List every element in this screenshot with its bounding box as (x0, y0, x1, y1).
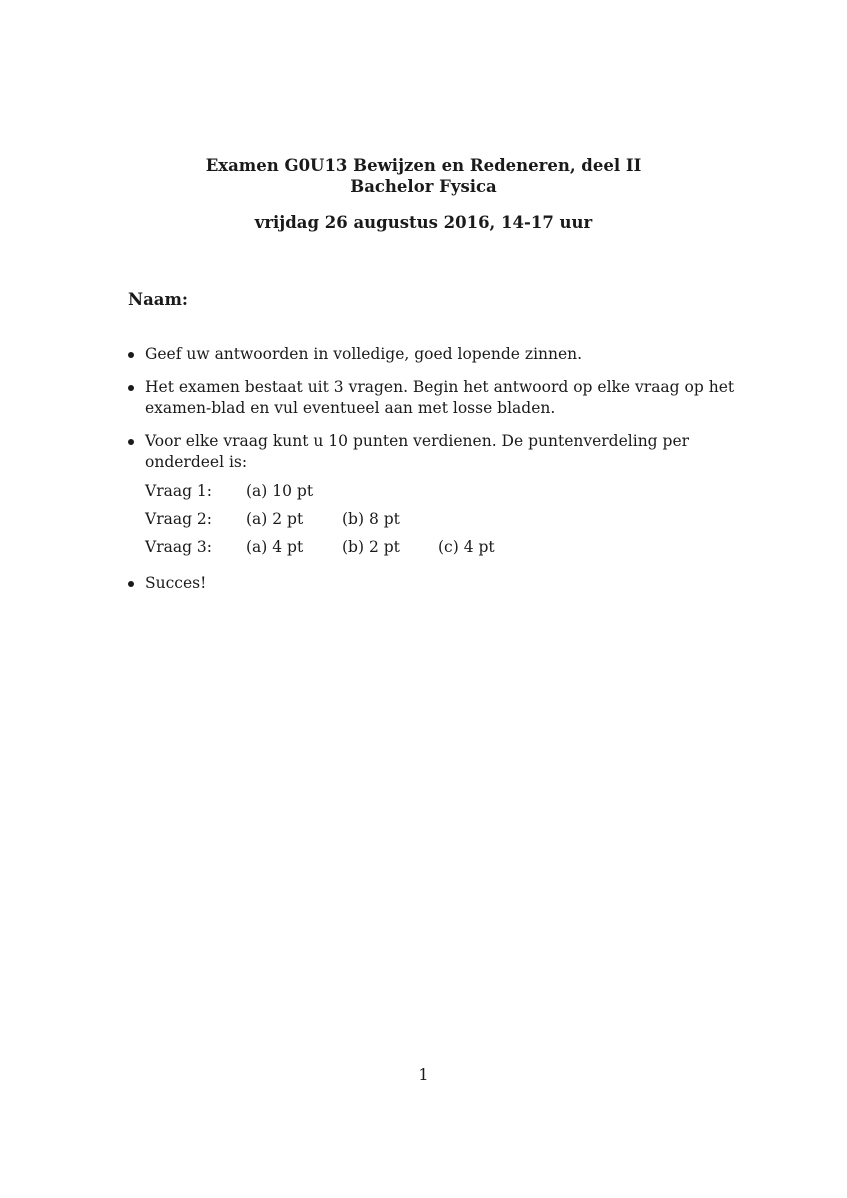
points-row (145, 533, 768, 561)
list-item (128, 344, 768, 365)
page-number: 1 (418, 1065, 429, 1084)
instruction-text: Voor elke vraag kunt u 10 punten verdienen. De puntenverdeling per onderdeel is: (145, 432, 690, 471)
list-item (128, 573, 768, 594)
instructions-list (128, 344, 768, 606)
part-points: (a) 4 pt (246, 537, 304, 556)
question-label: Vraag 2: (145, 509, 213, 528)
name-label: Naam: (128, 290, 189, 309)
part-points: (b) 8 pt (342, 509, 400, 528)
part-points: (a) 10 pt (246, 481, 314, 500)
list-item (128, 431, 768, 561)
bullet-icon (128, 352, 134, 358)
bullet-icon (128, 581, 134, 587)
points-table (145, 477, 768, 561)
bullet-icon (128, 385, 134, 391)
part-points: (c) 4 pt (438, 537, 495, 556)
part-points: (b) 2 pt (342, 537, 400, 556)
points-row (145, 477, 768, 505)
instruction-text: Het examen bestaat uit 3 vragen. Begin het antwoord op elke vraag op het examen-blad en vul eventueel aan met losse bladen. (145, 378, 735, 417)
part-points: (a) 2 pt (246, 509, 304, 528)
bullet-icon (128, 439, 134, 445)
points-row (145, 505, 768, 533)
exam-title: Examen G0U13 Bewijzen en Redeneren, deel II (205, 156, 642, 175)
question-label: Vraag 1: (145, 481, 213, 500)
instruction-text: Succes! (145, 574, 207, 592)
program-subtitle: Bachelor Fysica (350, 177, 497, 196)
exam-date: vrijdag 26 augustus 2016, 14-17 uur (254, 213, 593, 232)
instruction-text: Geef uw antwoorden in volledige, goed lopende zinnen. (145, 345, 583, 363)
list-item (128, 377, 768, 419)
question-label: Vraag 3: (145, 537, 213, 556)
